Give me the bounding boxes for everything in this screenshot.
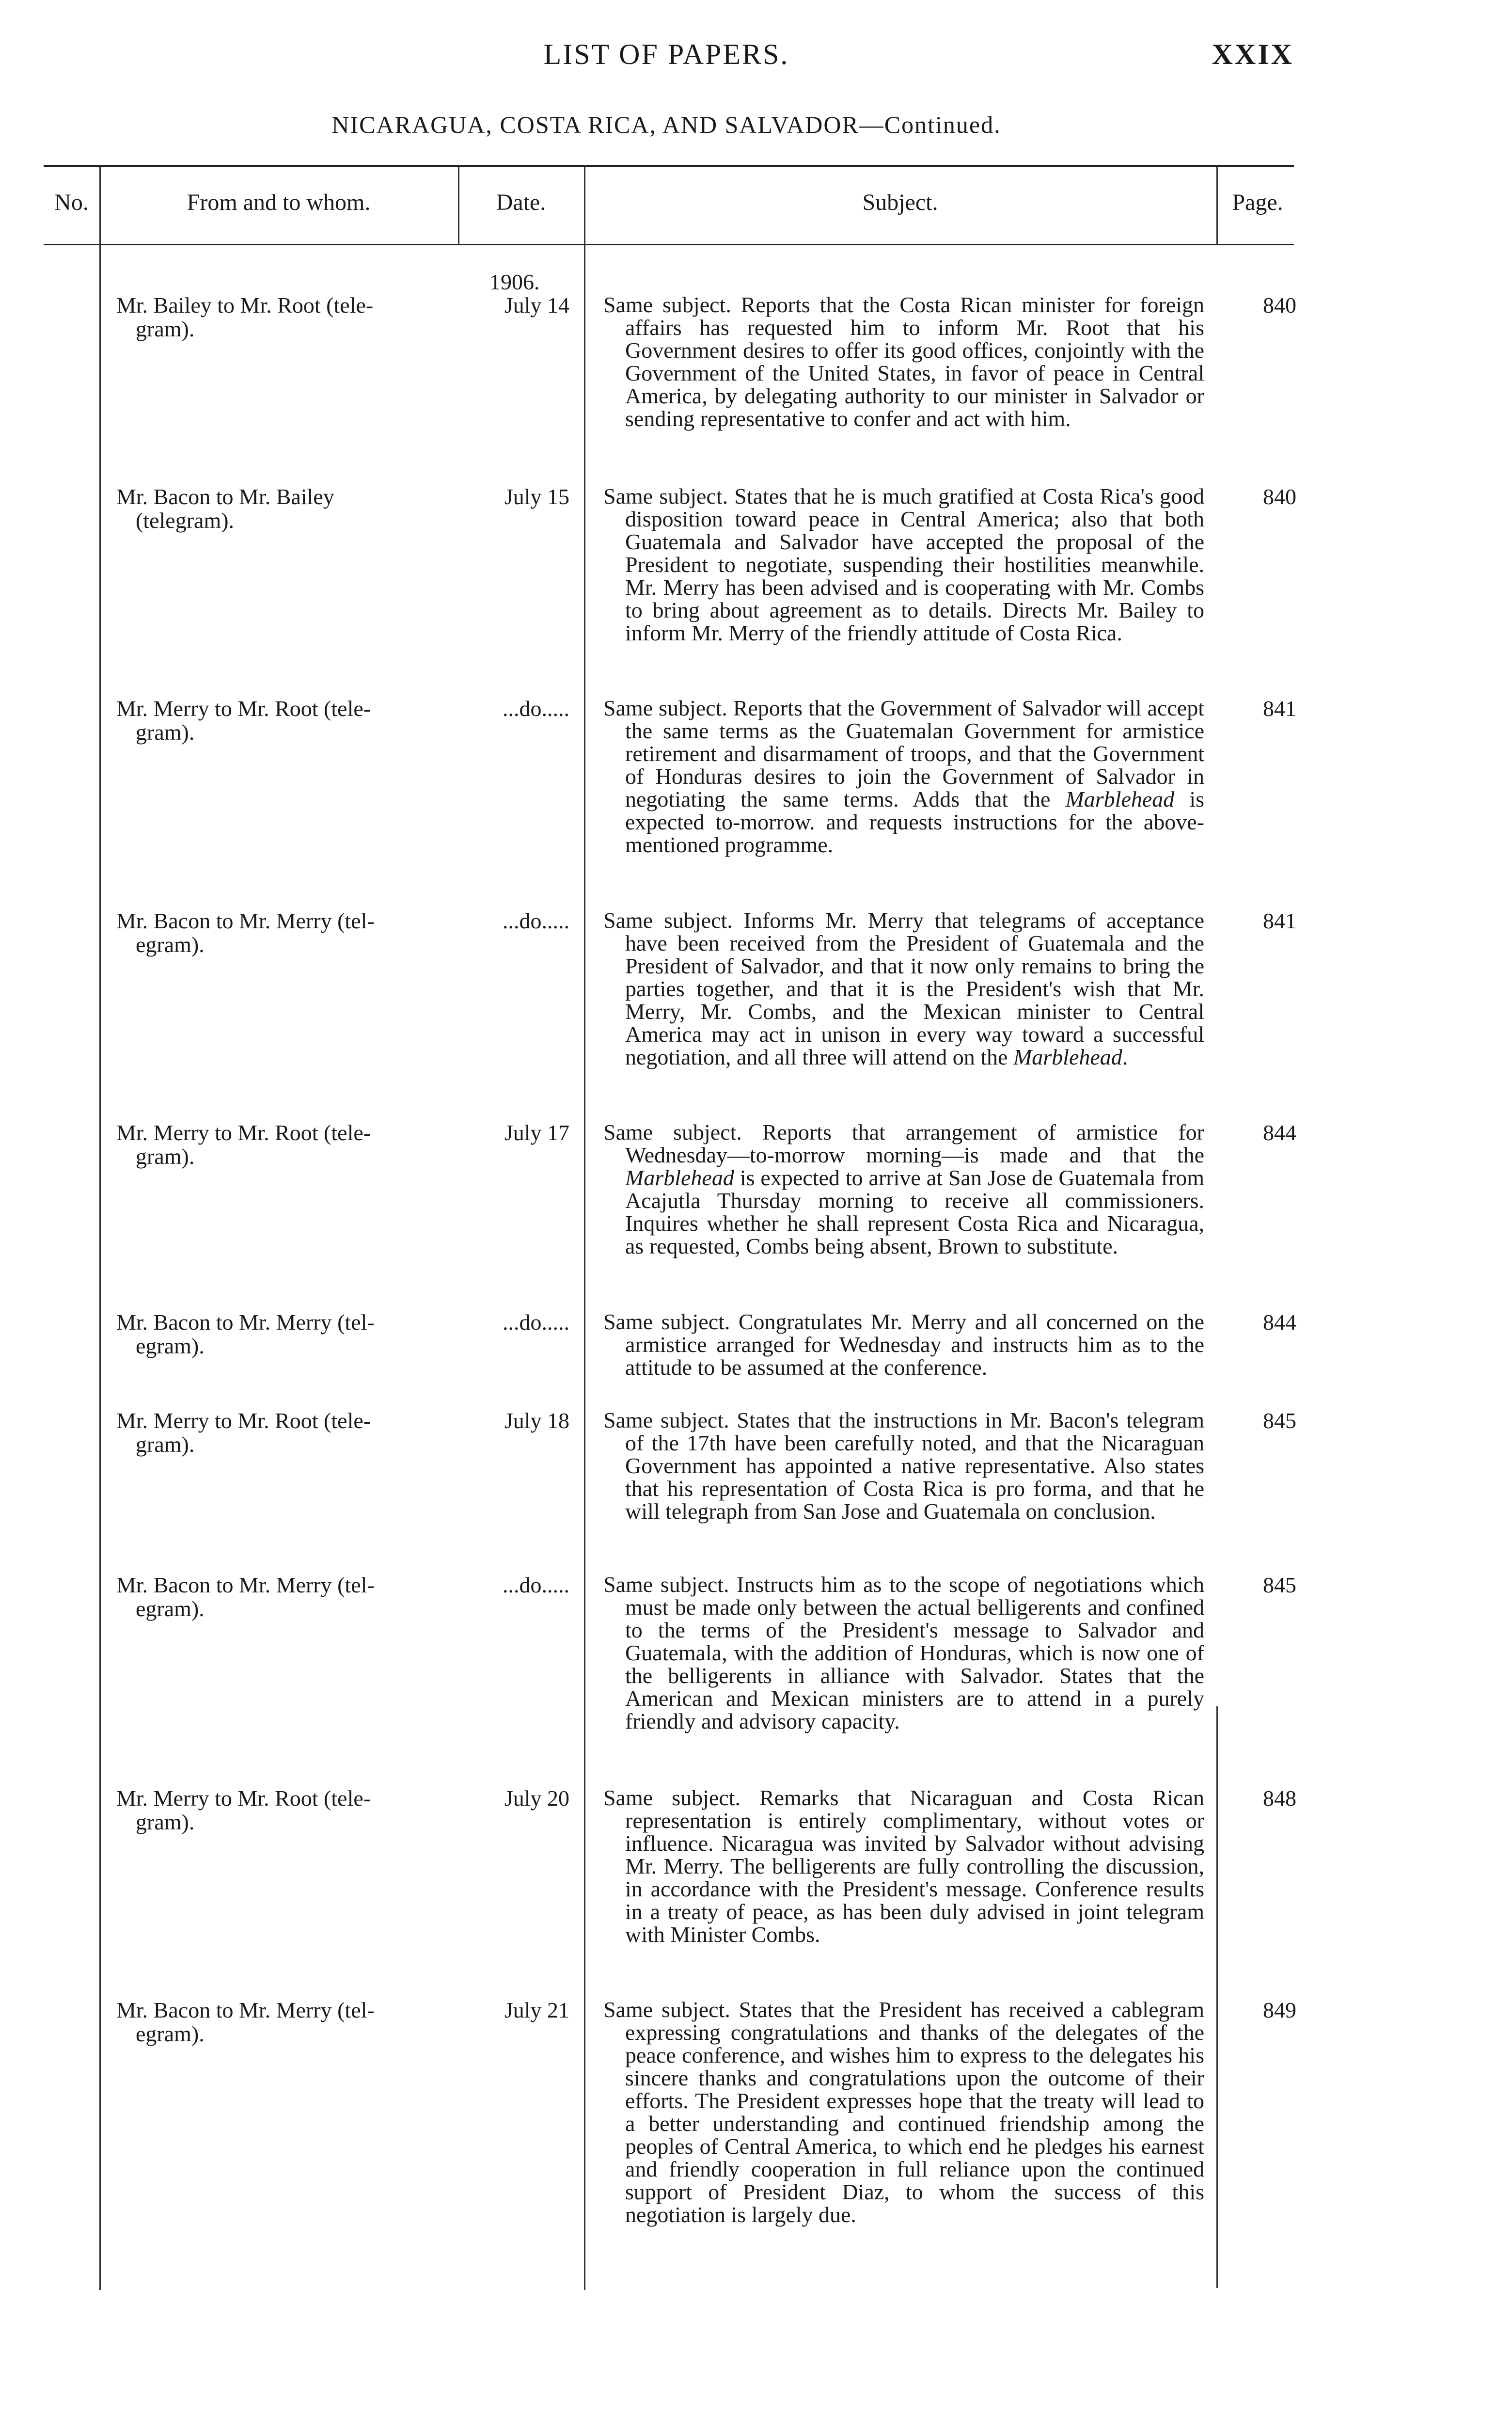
- from-to-cell: Mr. Merry to Mr. Root (tele- gram).: [116, 1786, 371, 1834]
- from-to-cell: Mr. Merry to Mr. Root (tele- gram).: [116, 1120, 371, 1169]
- page-cell: 848: [1263, 1786, 1296, 1811]
- date-cell: July 21: [504, 1998, 569, 2022]
- table-header-rule: [44, 244, 1294, 245]
- subject-cell: Same subject. States that the President has received a cablegram expressing congratulations and thanks of the delegates of the peace conference, and wishes him to express to the delegates his sincere thanks and congratulations upon the outcome of their efforts. The President expresses hope that the treaty will lead to a better understanding and continued friendship among the peoples of Central America, to which end he pledges his earnest and friendly cooperation in full reliance upon the continued support of President Diaz, to whom the success of this negotiation is largely due.: [603, 1997, 1204, 2227]
- subject-cell: Same subject. Reports that the Government of Salvador will accept the same terms as the Guatemalan Government for armistice retirement and disarmament of troops, and that the Government of Honduras desires to join the Government of Salvador in negotiating the same terms. Adds that the Marblehead is expected to-morrow. and requests instructions for the above-mentioned programme.: [603, 696, 1205, 857]
- subject-cell: Same subject. States that he is much gratified at Costa Rica's good disposition toward peace in Central America; also that both Guatemala and Salvador have accepted the proposal of the President to negotiate, suspending their hostilities meanwhile. Mr. Merry has been advised and is cooperating with Mr. Combs to bring about agreement as to details. Directs Mr. Bailey to inform Mr. Merry of the friendly attitude of Costa Rica.: [603, 484, 1204, 645]
- from-to-cell: Mr. Merry to Mr. Root (tele- gram).: [116, 1408, 371, 1457]
- subject-cell: Same subject. Instructs him as to the scope of negotiations which must be made only between the actual belligerents and confined to the terms of the President's message to Salvador and Guatemala, with the addition of Honduras, which is now one of the belligerents in alliance with Salvador. States that the American and Mexican ministers are to attend in a purely friendly and advisory capacity.: [603, 1572, 1204, 1733]
- from-to-cell: Mr. Bacon to Mr. Bailey (telegram).: [116, 484, 334, 533]
- ship-name: Marblehead: [625, 1165, 734, 1190]
- from-to-cell: Mr. Bailey to Mr. Root (tele- gram).: [116, 293, 374, 341]
- ship-name: Marblehead: [1013, 1045, 1122, 1069]
- date-cell: ...do.....: [503, 908, 569, 933]
- subject-cell: Same subject. States that the instructions in Mr. Bacon's telegram of the 17th have been carefully noted, and that the Nicaraguan Government has appointed a native representative. Also states that his representation of Costa Rica is pro forma, and that he will telegraph from San Jose and Guatemala on conclusion.: [603, 1408, 1204, 1524]
- column-heading-date: Date.: [496, 190, 546, 215]
- page-number: XXIX: [1212, 38, 1294, 70]
- ship-name: Marblehead: [1065, 787, 1175, 811]
- subject-cell: Same subject. Informs Mr. Merry that telegrams of acceptance have been received from the President of Guatemala and the President of Salvador, and that it now only remains to bring the parties together, and that it is the President's wish that Mr. Merry, Mr. Combs, and the Mexican minister to Central America may act in unison in every way toward a successful negotiation, and all three will attend on the Marblehead.: [603, 908, 1204, 1069]
- section-heading: NICARAGUA, COSTA RICA, AND SALVADOR—Continued.: [331, 111, 1001, 138]
- page-cell: 849: [1263, 1998, 1296, 2022]
- column-heading-from-to: From and to whom.: [187, 190, 371, 215]
- column-heading-no: No.: [54, 190, 89, 215]
- subject-cell: Same subject. Remarks that Nicaraguan and Costa Rican representation is entirely complimentary, without votes or influence. Nicaragua was invited by Salvador without advising Mr. Merry. The belligerents are fully controlling the discussion, in accordance with the President's message. Conference results in a treaty of peace, as has been duly advised in joint telegram with Minister Combs.: [603, 1785, 1204, 1947]
- date-cell: July 14: [504, 293, 569, 318]
- running-title: LIST OF PAPERS.: [543, 38, 789, 70]
- date-cell: July 15: [504, 484, 569, 509]
- date-cell: ...do.....: [503, 1573, 569, 1597]
- date-cell: July 20: [504, 1786, 569, 1811]
- from-to-cell: Mr. Bacon to Mr. Merry (tel- egram).: [116, 1310, 375, 1358]
- subject-cell: Same subject. Reports that arrangement of armistice for Wednesday—to-morrow morning—is made and that the Marblehead is expected to arrive at San Jose de Guatemala from Acajutla Thursday morning to receive all commissioners. Inquires whether he shall represent Costa Rica and Nicaragua, as requested, Combs being absent, Brown to substitute.: [603, 1120, 1204, 1258]
- page-cell: 841: [1263, 908, 1296, 933]
- column-divider: [1216, 1706, 1218, 2288]
- page-cell: 844: [1263, 1310, 1296, 1335]
- page-cell: 840: [1263, 293, 1296, 318]
- page-cell: 845: [1263, 1408, 1296, 1433]
- date-cell: ...do.....: [503, 1310, 569, 1335]
- page-cell: 840: [1263, 484, 1296, 509]
- page-cell: 841: [1263, 696, 1296, 721]
- from-to-cell: Mr. Bacon to Mr. Merry (tel- egram).: [116, 908, 375, 957]
- page-cell: 844: [1263, 1120, 1296, 1145]
- page-cell: 845: [1263, 1573, 1296, 1597]
- column-divider: [584, 167, 585, 2290]
- from-to-cell: Mr. Merry to Mr. Root (tele- gram).: [116, 696, 371, 745]
- column-heading-subject: Subject.: [862, 190, 938, 215]
- table-top-rule: [44, 165, 1294, 167]
- from-to-cell: Mr. Bacon to Mr. Merry (tel- egram).: [116, 1998, 375, 2046]
- date-cell: ...do.....: [503, 696, 569, 721]
- from-to-cell: Mr. Bacon to Mr. Merry (tel- egram).: [116, 1573, 375, 1621]
- subject-cell: Same subject. Reports that the Costa Rican minister for foreign affairs has requested him to inform Mr. Root that his Government desires to offer its good offices, conjointly with the Government of the United States, in favor of peace in Central America, by delegating authority to our minister in Salvador or sending representative to confer and act with him.: [603, 292, 1204, 431]
- subject-cell: Same subject. Congratulates Mr. Merry and all concerned on the armistice arranged for Wednesday and instructs him as to the attitude to be assumed at the conference.: [603, 1309, 1204, 1380]
- date-cell: July 18: [504, 1408, 569, 1433]
- column-heading-page: Page.: [1232, 190, 1283, 215]
- date-cell: July 17: [504, 1120, 569, 1145]
- year-label: 1906.: [489, 270, 540, 294]
- column-divider: [99, 167, 101, 2290]
